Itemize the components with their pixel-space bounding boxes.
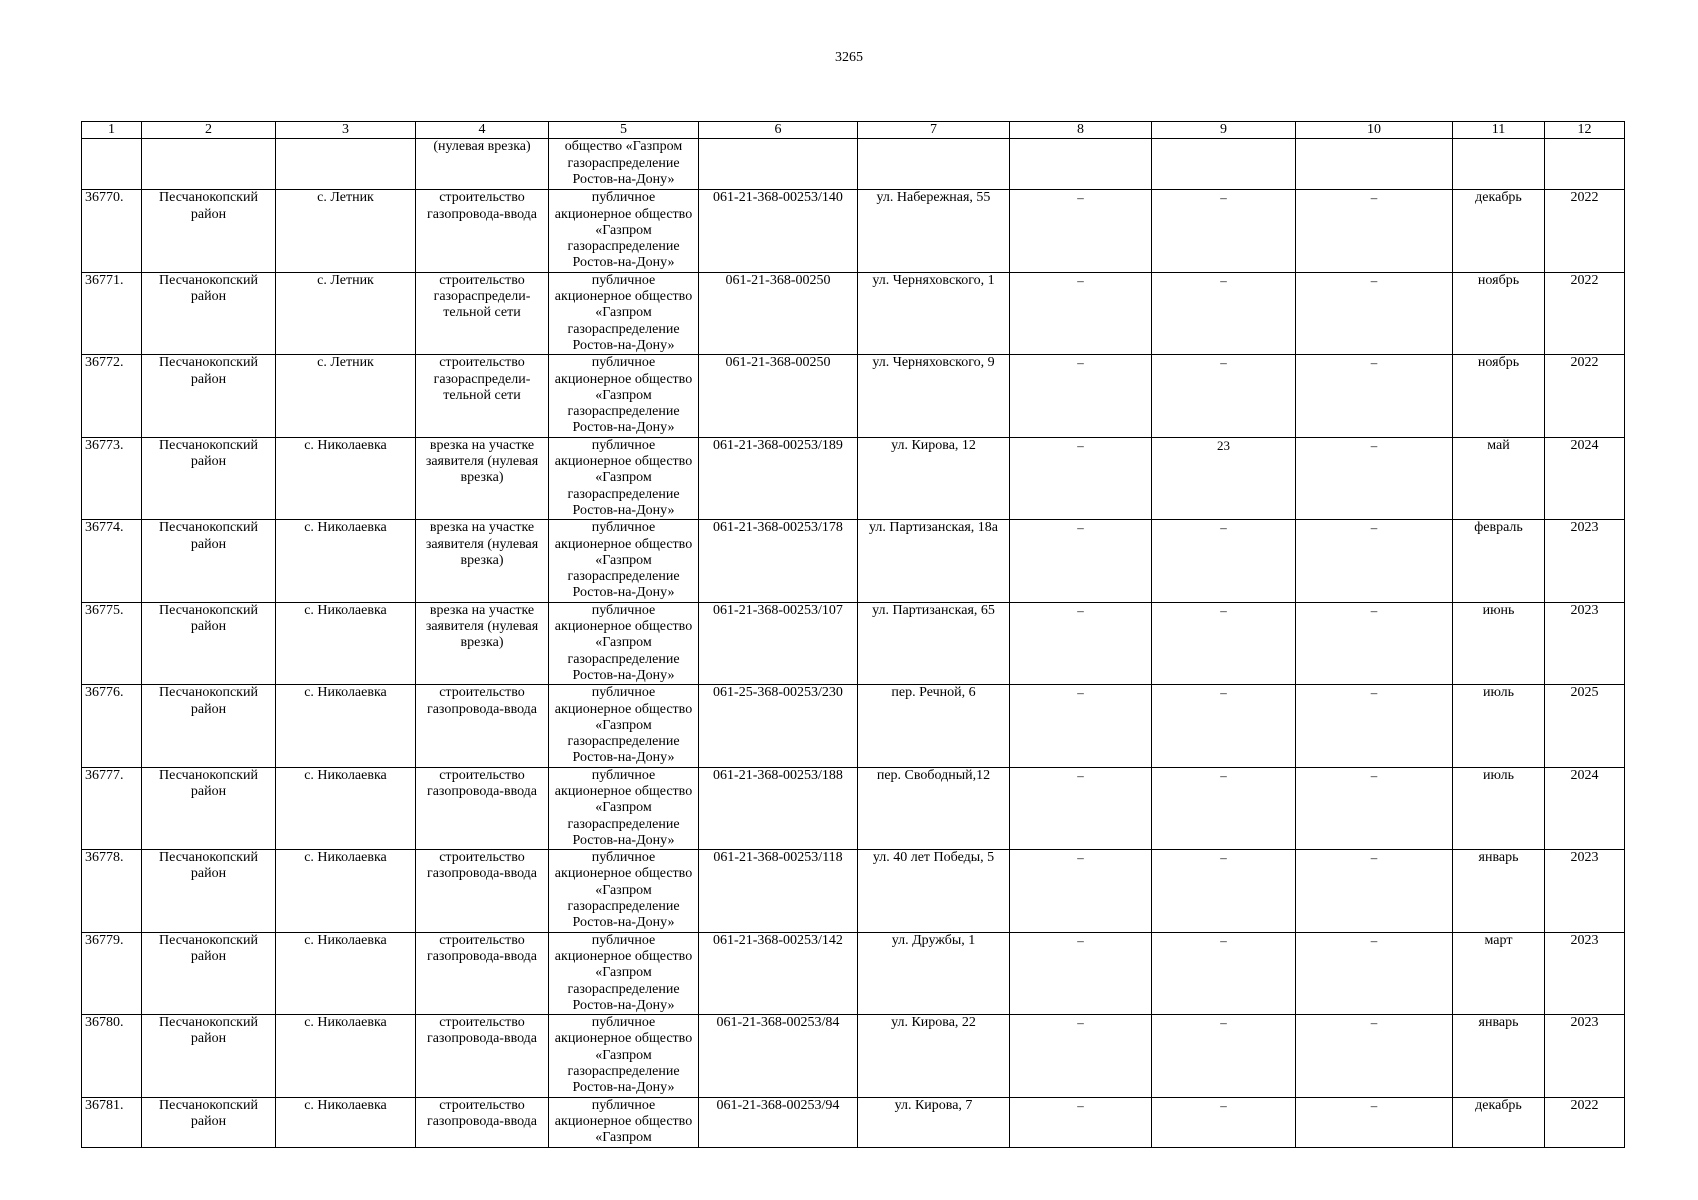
cell-organization: публичное акционерное общество «Газпром газораспределение Ростов-на-Дону»: [549, 685, 699, 767]
cell-code: [699, 139, 858, 190]
column-header: 9: [1152, 122, 1296, 139]
cell-num: 36772.: [82, 355, 142, 437]
cell-work-type: строительство газопровода-ввода: [416, 190, 549, 272]
cell-organization: общество «Газпром газораспределение Ростов-на-Дону»: [549, 139, 699, 190]
cell-organization: публичное акционерное общество «Газпром газораспределение Ростов-на-Дону»: [549, 520, 699, 602]
cell-num: 36778.: [82, 850, 142, 932]
cell-work-type: строительство газопровода-ввода: [416, 850, 549, 932]
cell-district: Песчанокопский район: [142, 767, 276, 849]
cell-district: Песчанокопский район: [142, 272, 276, 354]
cell-col9: –: [1152, 272, 1296, 354]
cell-address: пер. Речной, 6: [858, 685, 1010, 767]
table-row: [82, 602, 1625, 684]
cell-num: 36776.: [82, 685, 142, 767]
table-row: [82, 1097, 1625, 1147]
registry-table: [81, 121, 1625, 1148]
cell-col8: –: [1010, 932, 1152, 1014]
cell-col10: –: [1296, 1015, 1453, 1097]
cell-year: 2022: [1545, 355, 1625, 437]
cell-col10: –: [1296, 355, 1453, 437]
cell-year: 2022: [1545, 190, 1625, 272]
cell-year: 2023: [1545, 932, 1625, 1014]
cell-settlement: с. Николаевка: [276, 685, 416, 767]
cell-month: январь: [1453, 850, 1545, 932]
cell-settlement: с. Летник: [276, 355, 416, 437]
cell-month: февраль: [1453, 520, 1545, 602]
cell-settlement: с. Николаевка: [276, 767, 416, 849]
cell-address: ул. 40 лет Победы, 5: [858, 850, 1010, 932]
cell-col9: 23: [1152, 437, 1296, 519]
cell-work-type: строительство газопровода-ввода: [416, 767, 549, 849]
cell-year: 2023: [1545, 1015, 1625, 1097]
cell-col8: –: [1010, 437, 1152, 519]
cell-settlement: с. Николаевка: [276, 520, 416, 602]
cell-year: 2023: [1545, 520, 1625, 602]
column-header: 6: [699, 122, 858, 139]
column-header: 5: [549, 122, 699, 139]
cell-code: 061-21-368-00253/107: [699, 602, 858, 684]
cell-address: ул. Партизанская, 65: [858, 602, 1010, 684]
cell-col9: [1152, 139, 1296, 190]
table-row: [82, 767, 1625, 849]
cell-num: 36770.: [82, 190, 142, 272]
cell-code: 061-21-368-00253/189: [699, 437, 858, 519]
cell-work-type: (нулевая врезка): [416, 139, 549, 190]
cell-col8: –: [1010, 520, 1152, 602]
table-row: [82, 932, 1625, 1014]
cell-col8: –: [1010, 685, 1152, 767]
cell-code: 061-21-368-00250: [699, 272, 858, 354]
cell-num: 36780.: [82, 1015, 142, 1097]
cell-settlement: с. Николаевка: [276, 932, 416, 1014]
cell-month: [1453, 139, 1545, 190]
cell-month: январь: [1453, 1015, 1545, 1097]
cell-organization: публичное акционерное общество «Газпром: [549, 1097, 699, 1147]
cell-col8: –: [1010, 767, 1152, 849]
cell-month: июнь: [1453, 602, 1545, 684]
cell-district: Песчанокопский район: [142, 520, 276, 602]
cell-col9: –: [1152, 767, 1296, 849]
cell-work-type: строительство газораспредели-тельной сети: [416, 355, 549, 437]
cell-code: 061-21-368-00253/140: [699, 190, 858, 272]
cell-col10: –: [1296, 850, 1453, 932]
cell-address: ул. Набережная, 55: [858, 190, 1010, 272]
cell-month: июль: [1453, 767, 1545, 849]
cell-col10: [1296, 139, 1453, 190]
column-header: 2: [142, 122, 276, 139]
cell-month: ноябрь: [1453, 355, 1545, 437]
table-row: [82, 190, 1625, 272]
cell-num: 36774.: [82, 520, 142, 602]
cell-settlement: с. Николаевка: [276, 1097, 416, 1147]
column-header: 10: [1296, 122, 1453, 139]
cell-organization: публичное акционерное общество «Газпром газораспределение Ростов-на-Дону»: [549, 602, 699, 684]
cell-col9: –: [1152, 520, 1296, 602]
page-number: 3265: [835, 50, 863, 65]
table-row: [82, 850, 1625, 932]
cell-col10: –: [1296, 272, 1453, 354]
cell-work-type: строительство газопровода-ввода: [416, 1097, 549, 1147]
cell-col9: –: [1152, 190, 1296, 272]
cell-col8: –: [1010, 1097, 1152, 1147]
cell-col8: –: [1010, 355, 1152, 437]
cell-col10: –: [1296, 190, 1453, 272]
cell-organization: публичное акционерное общество «Газпром газораспределение Ростов-на-Дону»: [549, 767, 699, 849]
continuation-row: [82, 139, 1625, 190]
cell-col8: –: [1010, 850, 1152, 932]
cell-organization: публичное акционерное общество «Газпром газораспределение Ростов-на-Дону»: [549, 1015, 699, 1097]
cell-district: Песчанокопский район: [142, 1015, 276, 1097]
cell-col10: –: [1296, 1097, 1453, 1147]
cell-col10: –: [1296, 767, 1453, 849]
cell-num: [82, 139, 142, 190]
cell-col8: –: [1010, 272, 1152, 354]
cell-col8: –: [1010, 190, 1152, 272]
cell-work-type: строительство газопровода-ввода: [416, 932, 549, 1014]
cell-col9: –: [1152, 1097, 1296, 1147]
cell-address: ул. Кирова, 12: [858, 437, 1010, 519]
column-header: 4: [416, 122, 549, 139]
cell-district: Песчанокопский район: [142, 190, 276, 272]
cell-work-type: врезка на участке заявителя (нулевая врезка): [416, 520, 549, 602]
cell-year: 2024: [1545, 767, 1625, 849]
cell-month: май: [1453, 437, 1545, 519]
cell-year: 2024: [1545, 437, 1625, 519]
cell-organization: публичное акционерное общество «Газпром газораспределение Ростов-на-Дону»: [549, 850, 699, 932]
cell-work-type: врезка на участке заявителя (нулевая врезка): [416, 437, 549, 519]
cell-organization: публичное акционерное общество «Газпром газораспределение Ростов-на-Дону»: [549, 190, 699, 272]
cell-district: Песчанокопский район: [142, 1097, 276, 1147]
cell-organization: публичное акционерное общество «Газпром газораспределение Ростов-на-Дону»: [549, 932, 699, 1014]
table-row: [82, 520, 1625, 602]
cell-address: ул. Кирова, 22: [858, 1015, 1010, 1097]
cell-col9: –: [1152, 685, 1296, 767]
cell-col9: –: [1152, 932, 1296, 1014]
cell-district: Песчанокопский район: [142, 850, 276, 932]
cell-code: 061-21-368-00253/178: [699, 520, 858, 602]
column-header: 7: [858, 122, 1010, 139]
cell-work-type: строительство газопровода-ввода: [416, 1015, 549, 1097]
cell-col8: –: [1010, 602, 1152, 684]
cell-col10: –: [1296, 602, 1453, 684]
cell-address: [858, 139, 1010, 190]
cell-month: ноябрь: [1453, 272, 1545, 354]
cell-col10: –: [1296, 932, 1453, 1014]
cell-month: декабрь: [1453, 190, 1545, 272]
cell-col9: –: [1152, 1015, 1296, 1097]
cell-address: пер. Свободный,12: [858, 767, 1010, 849]
table-row: [82, 272, 1625, 354]
cell-address: ул. Кирова, 7: [858, 1097, 1010, 1147]
table-row: [82, 685, 1625, 767]
cell-district: [142, 139, 276, 190]
cell-settlement: с. Летник: [276, 272, 416, 354]
cell-code: 061-21-368-00253/94: [699, 1097, 858, 1147]
cell-code: 061-21-368-00253/188: [699, 767, 858, 849]
cell-num: 36779.: [82, 932, 142, 1014]
cell-work-type: строительство газопровода-ввода: [416, 685, 549, 767]
column-header: 3: [276, 122, 416, 139]
cell-num: 36773.: [82, 437, 142, 519]
cell-address: ул. Черняховского, 9: [858, 355, 1010, 437]
cell-year: [1545, 139, 1625, 190]
cell-year: 2025: [1545, 685, 1625, 767]
cell-col10: –: [1296, 437, 1453, 519]
cell-code: 061-25-368-00253/230: [699, 685, 858, 767]
cell-num: 36775.: [82, 602, 142, 684]
cell-district: Песчанокопский район: [142, 932, 276, 1014]
cell-month: июль: [1453, 685, 1545, 767]
cell-col9: –: [1152, 602, 1296, 684]
cell-settlement: [276, 139, 416, 190]
cell-settlement: с. Николаевка: [276, 850, 416, 932]
cell-settlement: с. Николаевка: [276, 437, 416, 519]
table-row: [82, 1015, 1625, 1097]
cell-code: 061-21-368-00250: [699, 355, 858, 437]
cell-settlement: с. Николаевка: [276, 1015, 416, 1097]
cell-year: 2022: [1545, 272, 1625, 354]
header-row: [82, 122, 1625, 139]
cell-col10: –: [1296, 520, 1453, 602]
cell-organization: публичное акционерное общество «Газпром газораспределение Ростов-на-Дону»: [549, 437, 699, 519]
cell-district: Песчанокопский район: [142, 602, 276, 684]
cell-num: 36781.: [82, 1097, 142, 1147]
column-header: 11: [1453, 122, 1545, 139]
column-header: 12: [1545, 122, 1625, 139]
cell-month: декабрь: [1453, 1097, 1545, 1147]
column-header: 8: [1010, 122, 1152, 139]
cell-col8: [1010, 139, 1152, 190]
cell-code: 061-21-368-00253/142: [699, 932, 858, 1014]
cell-num: 36771.: [82, 272, 142, 354]
cell-col10: –: [1296, 685, 1453, 767]
cell-work-type: врезка на участке заявителя (нулевая врезка): [416, 602, 549, 684]
cell-district: Песчанокопский район: [142, 685, 276, 767]
cell-year: 2023: [1545, 602, 1625, 684]
table-row: [82, 437, 1625, 519]
cell-code: 061-21-368-00253/84: [699, 1015, 858, 1097]
cell-settlement: с. Николаевка: [276, 602, 416, 684]
cell-col9: –: [1152, 850, 1296, 932]
cell-code: 061-21-368-00253/118: [699, 850, 858, 932]
cell-month: март: [1453, 932, 1545, 1014]
cell-address: ул. Партизанская, 18а: [858, 520, 1010, 602]
cell-organization: публичное акционерное общество «Газпром газораспределение Ростов-на-Дону»: [549, 272, 699, 354]
cell-address: ул. Дружбы, 1: [858, 932, 1010, 1014]
cell-col8: –: [1010, 1015, 1152, 1097]
column-header: 1: [82, 122, 142, 139]
cell-work-type: строительство газораспредели-тельной сети: [416, 272, 549, 354]
cell-organization: публичное акционерное общество «Газпром газораспределение Ростов-на-Дону»: [549, 355, 699, 437]
cell-district: Песчанокопский район: [142, 437, 276, 519]
cell-address: ул. Черняховского, 1: [858, 272, 1010, 354]
cell-year: 2023: [1545, 850, 1625, 932]
table-row: [82, 355, 1625, 437]
cell-col9: –: [1152, 355, 1296, 437]
cell-district: Песчанокопский район: [142, 355, 276, 437]
cell-year: 2022: [1545, 1097, 1625, 1147]
cell-settlement: с. Летник: [276, 190, 416, 272]
cell-num: 36777.: [82, 767, 142, 849]
